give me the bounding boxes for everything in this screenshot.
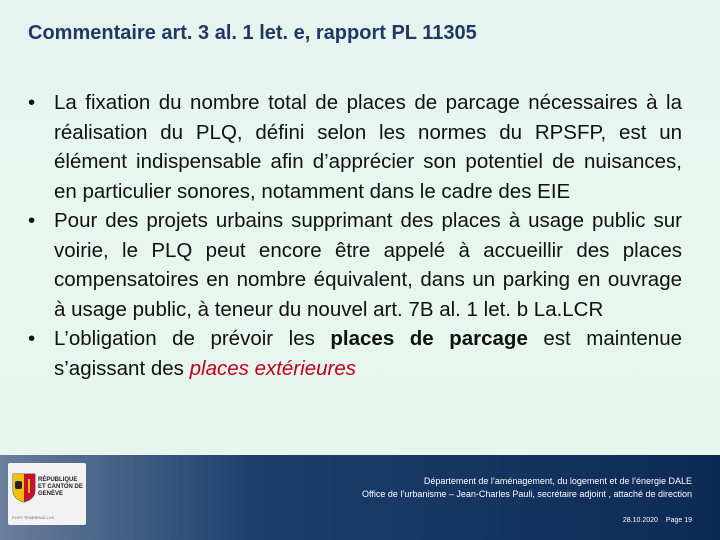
bullet-emphasis: places de parcage <box>330 327 528 350</box>
footer-date: 28.10.2020 <box>622 517 658 524</box>
bullet-text: La fixation du nombre total de places de parcage nécessaires à la réalisation du PLQ, défini selon les normes du RPSFP, est un élément indispensable afin d’apprécier son potentiel de nuisances, en particulier sonores, notamment dans le cadre des EIE <box>54 91 682 203</box>
bullet-marker: • <box>28 327 36 350</box>
logo-motto: POST TENEBRAS LUX <box>12 515 55 520</box>
bullet-item-2 <box>28 206 682 324</box>
footer-office: Office de l’urbanisme – Jean-Charles Pauli, secrétaire adjoint , attaché de direction <box>361 489 692 499</box>
bullet-text-middle: est maintenue s’agissant des <box>54 327 683 380</box>
bullet-marker: • <box>28 91 36 114</box>
footer-meta <box>617 517 692 524</box>
coat-of-arms-icon <box>12 473 36 503</box>
bullet-highlight: places extérieures <box>189 356 356 380</box>
footer-page-number: Page 19 <box>665 517 692 524</box>
footer-department: Département de l’aménagement, du logement et de l’énergie DALE <box>423 476 692 486</box>
slide-title: Commentaire art. 3 al. 1 let. e, rapport PL 11305 <box>28 22 477 44</box>
bullet-text: Pour des projets urbains supprimant des places à usage public sur voirie, le PLQ peut encore être appelé à accueillir des places compensatoires en nombre équivalent, dans un parking en ouvrage à usage public, à teneur du nouvel art. 7B al. 1 let. b La.LCR <box>54 209 682 321</box>
geneva-logo <box>8 463 86 525</box>
bullet-marker: • <box>28 209 36 232</box>
footer-bar <box>0 455 720 540</box>
bullet-text-before: L’obligation de prévoir les <box>54 327 331 350</box>
bullet-list <box>28 88 682 383</box>
bullet-item-1 <box>28 88 682 206</box>
bullet-item-3 <box>28 324 682 383</box>
logo-wordmark: RÉPUBLIQUE ET CANTON DE GENÈVE <box>38 477 83 497</box>
